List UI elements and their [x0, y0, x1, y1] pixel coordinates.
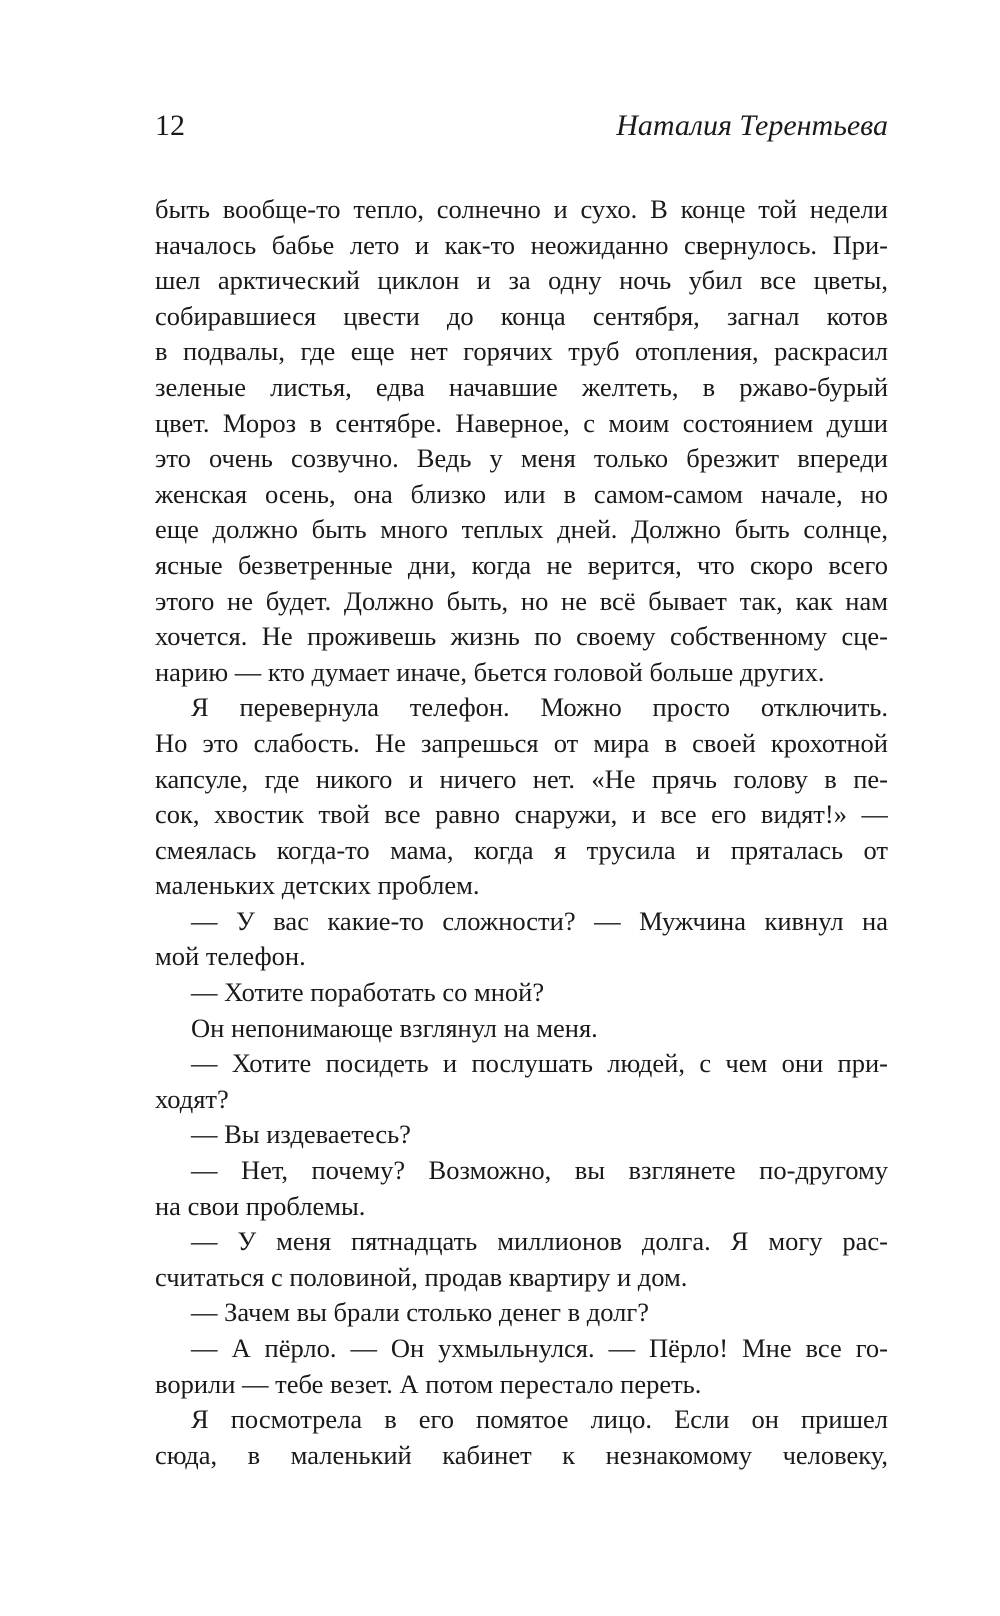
text-line: Я посмотрела в его помятое лицо. Если он пришел: [191, 1404, 888, 1435]
text-line: — Хотите поработать со мной?: [191, 977, 545, 1008]
text-line: шел арктический циклон и за одну ночь убил все цветы,: [155, 265, 888, 296]
text-line: смеялась когда-то мама, когда я трусила и пряталась от: [155, 834, 888, 865]
text-line: — У вас какие-то сложности? — Мужчина кивнул на: [191, 905, 888, 936]
author-name: Наталия Терентьева: [616, 109, 888, 142]
text-line: сок, хвостик твой все равно снаружи, и все его видят!» —: [155, 799, 888, 830]
text-line: на свои проблемы.: [155, 1190, 366, 1221]
text-line: сюда, в маленький кабинет к незнакомому человеку,: [155, 1439, 888, 1470]
text-line: Он непонимающе взглянул на меня.: [191, 1012, 598, 1043]
text-line: этого не будет. Должно быть, но не всё бывает так, как нам: [155, 585, 888, 616]
running-head: [155, 106, 888, 146]
text-line: хочется. Не проживешь жизнь по своему собственному сце-: [155, 621, 888, 652]
text-line: ясные безветренные дни, когда не верится, что скоро всего: [155, 549, 888, 580]
text-line: — А пёрло. — Он ухмыльнулся. — Пёрло! Мне все го-: [191, 1333, 888, 1363]
text-line: считаться с половиной, продав квартиру и дом.: [155, 1261, 688, 1292]
text-line: — Хотите посидеть и послушать людей, с чем они при-: [191, 1048, 888, 1079]
text-line: женская осень, она близко или в самом-самом начале, но: [155, 478, 888, 509]
text-line: Я перевернула телефон. Можно просто отключить.: [191, 692, 888, 723]
text-line: ходят?: [155, 1083, 229, 1114]
text-line: это очень созвучно. Ведь у меня только брезжит впереди: [155, 443, 888, 474]
text-line: мой телефон.: [155, 941, 306, 972]
body-text: [155, 192, 888, 1473]
text-line: капсуле, где никого и ничего нет. «Не прячь голову в пе-: [155, 763, 888, 794]
text-line: в подвалы, где еще нет горячих труб отопления, раскрасил: [155, 336, 888, 367]
page-number: 12: [155, 109, 185, 142]
text-line: быть вообще-то тепло, солнечно и сухо. В конце той недели: [155, 194, 888, 224]
text-line: — Вы издеваетесь?: [191, 1119, 411, 1150]
text-line: — Нет, почему? Возможно, вы взглянете по-другому: [191, 1155, 888, 1186]
text-line: началось бабье лето и как-то неожиданно свернулось. При-: [155, 229, 888, 260]
text-line: еще должно быть много теплых дней. Должно быть солнце,: [155, 514, 888, 545]
text-line: маленьких детских проблем.: [155, 870, 480, 901]
text-line: собиравшиеся цвести до конца сентября, загнал котов: [155, 300, 888, 331]
text-line: цвет. Мороз в сентябре. Наверное, с моим состоянием души: [155, 407, 888, 438]
text-line: — У меня пятнадцать миллионов долга. Я могу рас-: [191, 1226, 888, 1257]
text-line: — Зачем вы брали столько денег в долг?: [191, 1297, 649, 1328]
text-line: нарию — кто думает иначе, бьется головой больше других.: [155, 656, 825, 687]
text-line: зеленые листья, едва начавшие желтеть, в ржаво-бурый: [155, 371, 888, 402]
text-line: Но это слабость. Не запрешься от мира в своей крохотной: [155, 727, 888, 758]
text-line: ворили — тебе везет. А потом перестало переть.: [155, 1368, 702, 1399]
